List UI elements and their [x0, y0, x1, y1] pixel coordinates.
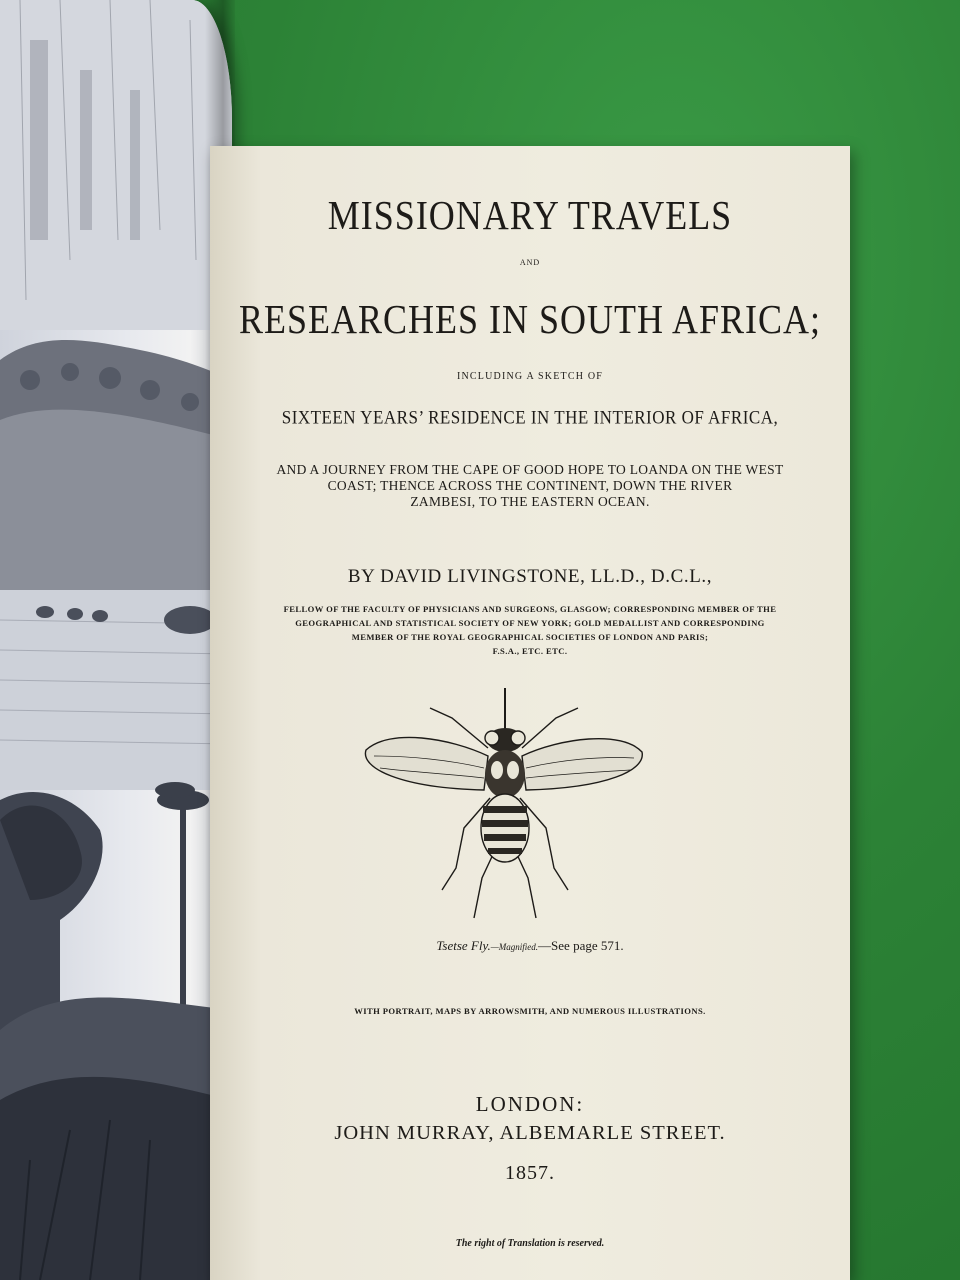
publisher-line: JOHN MURRAY, ALBEMARLE STREET.: [334, 1122, 726, 1144]
fly-caption: [210, 938, 850, 954]
title-page: [210, 146, 850, 1280]
sixteen-years-line: SIXTEEN YEARS’ RESIDENCE IN THE INTERIOR OF AFRICA,: [281, 406, 779, 429]
credentials-line-1: FELLOW OF THE FACULTY OF PHYSICIANS AND SURGEONS, GLASGOW; CORRESPONDING MEMBER OF THE: [283, 604, 777, 614]
rights-notice: The right of Translation is reserved.: [455, 1238, 605, 1249]
frontispiece-engraving-page: [0, 0, 232, 1280]
title-line-1: MISSIONARY TRAVELS: [327, 192, 733, 238]
journey-text: [210, 462, 850, 510]
journey-line-3: ZAMBESI, TO THE EASTERN OCEAN.: [410, 494, 650, 509]
journey-line-2: COAST; THENCE ACROSS THE CONTINENT, DOWN THE RIVER: [327, 478, 733, 493]
title-line-2: RESEARCHES IN SOUTH AFRICA;: [238, 296, 822, 342]
credentials-line-4: F.S.A., ETC. ETC.: [492, 646, 568, 656]
illustrations-note: WITH PORTRAIT, MAPS BY ARROWSMITH, AND NUMEROUS ILLUSTRATIONS.: [354, 1006, 706, 1016]
tsetse-fly-illustration: [360, 678, 650, 928]
credentials-line-3: MEMBER OF THE ROYAL GEOGRAPHICAL SOCIETIES OF LONDON AND PARIS;: [351, 632, 709, 642]
caption-magnified: —Magnified.: [490, 942, 539, 952]
author-line: BY DAVID LIVINGSTONE, LL.D., D.C.L.,: [347, 566, 713, 587]
including-line: INCLUDING A SKETCH OF: [456, 371, 604, 382]
caption-name: Tsetse Fly.: [436, 938, 491, 953]
title-and: AND: [519, 258, 541, 267]
credentials-line-2: GEOGRAPHICAL AND STATISTICAL SOCIETY OF NEW YORK; GOLD MEDALLIST AND CORRESPONDING: [295, 618, 765, 628]
journey-line-1: AND A JOURNEY FROM THE CAPE OF GOOD HOPE TO LOANDA ON THE WEST: [276, 462, 784, 477]
engraving-illustration: [0, 0, 232, 1280]
caption-page-ref: —See page 571.: [538, 938, 624, 953]
publication-year: 1857.: [505, 1162, 555, 1184]
publication-city: LONDON:: [475, 1092, 585, 1116]
author-credentials: [210, 602, 850, 658]
